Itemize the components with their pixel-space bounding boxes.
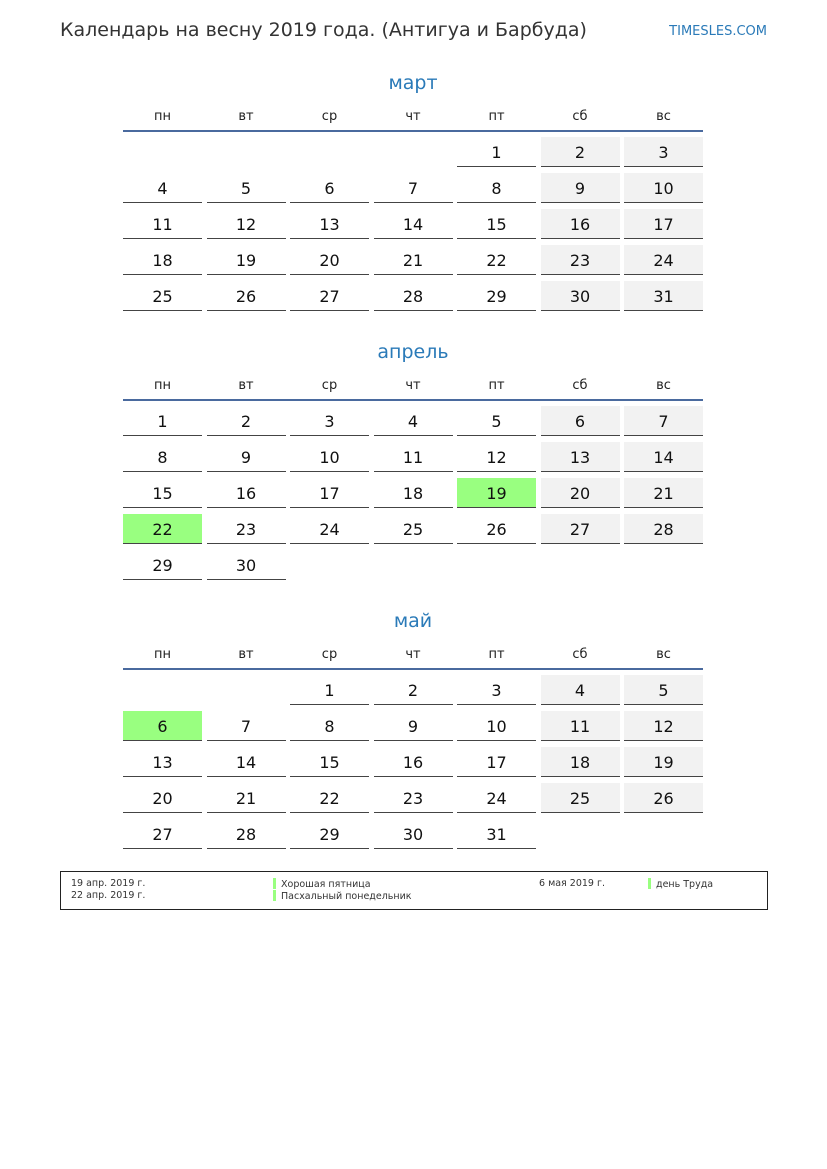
day-cell: 9 (541, 173, 620, 203)
site-link[interactable]: TIMESLES.COM (669, 24, 767, 39)
month-name: май (393, 610, 433, 632)
day-cell: 25 (541, 783, 620, 813)
day-cell (123, 675, 202, 705)
week-row (123, 173, 703, 204)
day-cell: 5 (624, 675, 703, 705)
legend-holiday (273, 890, 412, 903)
holiday-color-swatch (273, 878, 276, 889)
day-cell: 1 (457, 137, 536, 167)
day-cell: 26 (207, 281, 286, 311)
day-cell: 17 (457, 747, 536, 777)
header-divider (123, 399, 703, 401)
page-title: Календарь на весну 2019 года. (Антигуа и Барбуда) (60, 19, 587, 41)
day-cell: 12 (624, 711, 703, 741)
day-cell: 30 (541, 281, 620, 311)
week-row (123, 281, 703, 312)
day-cell: 8 (457, 173, 536, 203)
week-row (123, 137, 703, 168)
month-block (123, 340, 703, 586)
day-cell (457, 550, 536, 580)
weekday-header (123, 644, 703, 668)
month-block (123, 609, 703, 855)
day-cell: 17 (290, 478, 369, 508)
day-cell: 6 (123, 711, 202, 741)
holiday-legend (60, 871, 768, 910)
legend-holiday (648, 878, 713, 891)
day-cell: 19 (457, 478, 536, 508)
day-cell: 4 (541, 675, 620, 705)
day-cell: 11 (374, 442, 453, 472)
week-row (123, 245, 703, 276)
day-cell: 23 (541, 245, 620, 275)
day-cell: 24 (290, 514, 369, 544)
week-row (123, 783, 703, 814)
day-cell: 15 (290, 747, 369, 777)
day-cell: 25 (123, 281, 202, 311)
day-cell: 30 (374, 819, 453, 849)
weekday-label: ср (321, 109, 338, 124)
weekday-label: сб (572, 647, 588, 662)
weekday-label: пт (488, 647, 505, 662)
day-cell: 3 (624, 137, 703, 167)
day-cell: 11 (123, 209, 202, 239)
day-cell: 31 (457, 819, 536, 849)
day-cell: 22 (290, 783, 369, 813)
day-cell: 29 (290, 819, 369, 849)
weekday-label: вс (656, 378, 671, 393)
day-cell: 12 (207, 209, 286, 239)
day-cell: 27 (123, 819, 202, 849)
day-cell: 13 (123, 747, 202, 777)
day-cell: 10 (457, 711, 536, 741)
day-cell: 24 (624, 245, 703, 275)
weekday-label: сб (572, 378, 588, 393)
weekday-label: чт (405, 378, 421, 393)
day-cell: 30 (207, 550, 286, 580)
day-cell: 14 (207, 747, 286, 777)
day-cell: 11 (541, 711, 620, 741)
day-cell: 12 (457, 442, 536, 472)
day-cell (207, 675, 286, 705)
day-cell: 20 (123, 783, 202, 813)
day-cell: 18 (374, 478, 453, 508)
weekday-header (123, 375, 703, 399)
weekday-label: вс (656, 647, 671, 662)
day-cell (374, 137, 453, 167)
day-cell: 16 (207, 478, 286, 508)
weekday-label: сб (572, 109, 588, 124)
day-cell: 16 (541, 209, 620, 239)
week-row (123, 819, 703, 850)
week-row (123, 711, 703, 742)
week-row (123, 747, 703, 778)
month-name: март (388, 72, 438, 94)
weekday-label: ср (321, 378, 338, 393)
weekday-label: пн (154, 647, 171, 662)
day-cell (374, 550, 453, 580)
day-cell: 8 (290, 711, 369, 741)
day-cell: 26 (457, 514, 536, 544)
day-cell: 4 (123, 173, 202, 203)
day-cell: 20 (290, 245, 369, 275)
weekday-label: пн (154, 378, 171, 393)
day-cell: 6 (541, 406, 620, 436)
day-cell: 20 (541, 478, 620, 508)
day-cell: 2 (207, 406, 286, 436)
day-cell: 22 (457, 245, 536, 275)
day-cell: 14 (374, 209, 453, 239)
day-cell: 29 (457, 281, 536, 311)
day-cell: 27 (541, 514, 620, 544)
day-cell: 19 (624, 747, 703, 777)
day-cell: 3 (457, 675, 536, 705)
day-cell: 8 (123, 442, 202, 472)
weekday-label: пт (488, 378, 505, 393)
day-cell: 3 (290, 406, 369, 436)
day-cell: 15 (123, 478, 202, 508)
day-cell (624, 819, 703, 849)
day-cell: 13 (290, 209, 369, 239)
day-cell: 7 (207, 711, 286, 741)
day-cell: 1 (290, 675, 369, 705)
day-cell (207, 137, 286, 167)
weekday-label: чт (405, 109, 421, 124)
day-cell (290, 550, 369, 580)
weekday-label: ср (321, 647, 338, 662)
day-cell: 10 (290, 442, 369, 472)
day-cell: 22 (123, 514, 202, 544)
day-cell: 2 (541, 137, 620, 167)
holiday-color-swatch (273, 890, 276, 901)
month-block (123, 71, 703, 317)
legend-holiday-name: Пасхальный понедельник (281, 891, 412, 902)
day-cell (290, 137, 369, 167)
day-cell: 2 (374, 675, 453, 705)
holiday-color-swatch (648, 878, 651, 889)
week-row (123, 550, 703, 581)
weekday-label: вс (656, 109, 671, 124)
day-cell: 23 (374, 783, 453, 813)
legend-date: 22 апр. 2019 г. (71, 890, 146, 901)
day-cell: 5 (207, 173, 286, 203)
day-cell: 5 (457, 406, 536, 436)
day-cell: 17 (624, 209, 703, 239)
day-cell: 21 (207, 783, 286, 813)
legend-holiday-name: день Труда (656, 879, 714, 890)
day-cell: 18 (123, 245, 202, 275)
week-row (123, 209, 703, 240)
day-cell: 16 (374, 747, 453, 777)
day-cell (541, 550, 620, 580)
weekday-label: чт (405, 647, 421, 662)
legend-date: 6 мая 2019 г. (539, 878, 605, 889)
weekday-label: пн (154, 109, 171, 124)
legend-date: 19 апр. 2019 г. (71, 878, 146, 889)
day-cell: 28 (624, 514, 703, 544)
day-cell: 9 (207, 442, 286, 472)
header-divider (123, 130, 703, 132)
week-row (123, 514, 703, 545)
week-row (123, 406, 703, 437)
day-cell: 14 (624, 442, 703, 472)
weekday-label: вт (238, 378, 254, 393)
day-cell: 21 (624, 478, 703, 508)
day-cell: 10 (624, 173, 703, 203)
day-cell: 15 (457, 209, 536, 239)
day-cell: 28 (374, 281, 453, 311)
weekday-header (123, 106, 703, 130)
legend-holiday-name: Хорошая пятница (281, 879, 371, 890)
day-cell: 6 (290, 173, 369, 203)
day-cell: 7 (374, 173, 453, 203)
weekday-label: вт (238, 109, 254, 124)
day-cell: 25 (374, 514, 453, 544)
weekday-label: пт (488, 109, 505, 124)
day-cell: 7 (624, 406, 703, 436)
day-cell: 21 (374, 245, 453, 275)
day-cell (624, 550, 703, 580)
weekday-label: вт (238, 647, 254, 662)
day-cell (541, 819, 620, 849)
day-cell: 18 (541, 747, 620, 777)
day-cell: 26 (624, 783, 703, 813)
day-cell: 24 (457, 783, 536, 813)
day-cell: 4 (374, 406, 453, 436)
day-cell: 27 (290, 281, 369, 311)
day-cell: 31 (624, 281, 703, 311)
day-cell: 13 (541, 442, 620, 472)
day-cell: 9 (374, 711, 453, 741)
week-row (123, 442, 703, 473)
header-divider (123, 668, 703, 670)
day-cell: 1 (123, 406, 202, 436)
month-name: апрель (377, 341, 449, 363)
day-cell (123, 137, 202, 167)
day-cell: 23 (207, 514, 286, 544)
week-row (123, 675, 703, 706)
day-cell: 28 (207, 819, 286, 849)
day-cell: 29 (123, 550, 202, 580)
week-row (123, 478, 703, 509)
day-cell: 19 (207, 245, 286, 275)
